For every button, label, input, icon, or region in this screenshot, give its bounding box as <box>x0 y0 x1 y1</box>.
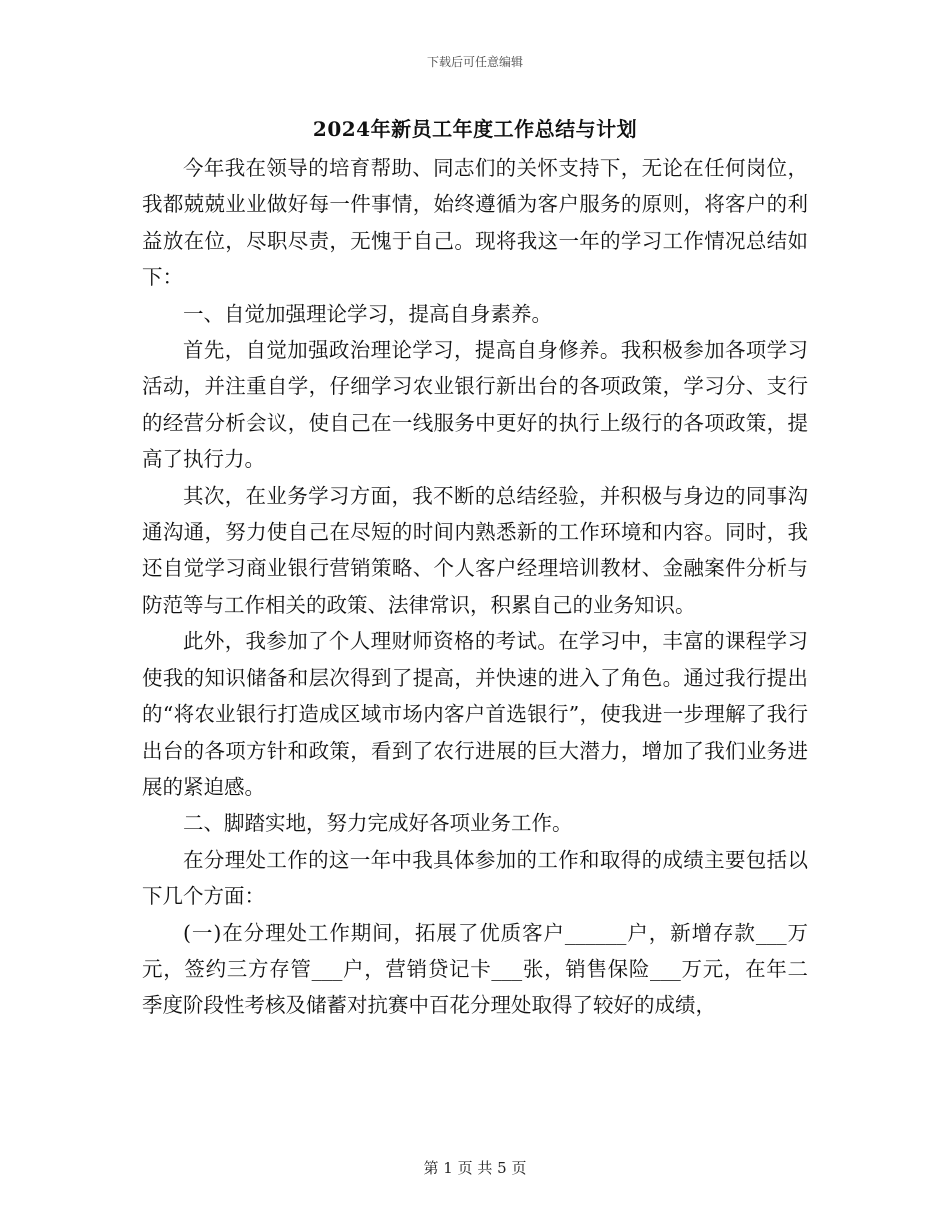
document-title: 2024年新员工年度工作总结与计划 <box>312 117 638 141</box>
page-header-note: 下载后可任意编辑 <box>426 55 523 69</box>
paragraph-second: 其次，在业务学习方面，我不断的总结经验，并积极与身边的同事沟通沟通，努力使自己在尽短的时间内熟悉新的工作环境和内容。同时，我还自觉学习商业银行营销策略、个人客户经理培训教材、金融案件分析与防范等与工作相关的政策、法律常识，积累自己的业务知识。 <box>142 483 808 617</box>
paragraph-work-items-intro: 在分理处工作的这一年中我具体参加的工作和取得的成绩主要包括以下几个方面： <box>142 847 808 909</box>
paragraph-additionally: 此外，我参加了个人理财师资格的考试。在学习中，丰富的课程学习使我的知识储备和层次得到了提高，并快速的进入了角色。通过我行提出的“将农业银行打造成区域市场内客户首选银行”，使我进一步理解了我行出台的各项方针和政策，看到了农行进展的巨大潜力，增加了我们业务进展的紧迫感。 <box>142 629 808 799</box>
document-body <box>142 150 808 1024</box>
section-heading-2: 二、脚踏实地，努力完成好各项业务工作。 <box>183 811 573 836</box>
paragraph-item-1: (一)在分理处工作期间，拓展了优质客户______户，新增存款___万元，签约三方存管___户，营销贷记卡___张，销售保险___万元，在年二季度阶段性考核及储蓄对抗赛中百花分理处取得了较好的成绩， <box>142 920 808 1018</box>
paragraph-intro: 今年我在领导的培育帮助、同志们的关怀支持下，无论在任何岗位，我都兢兢业业做好每一件事情，始终遵循为客户服务的原则，将客户的利益放在位，尽职尽责，无愧于自己。现将我这一年的学习工作情况总结如下： <box>142 156 808 290</box>
section-heading-1: 一、自觉加强理论学习，提高自身素养。 <box>183 301 552 326</box>
paragraph-first: 首先，自觉加强政治理论学习，提高自身修养。我积极参加各项学习活动，并注重自学，仔细学习农业银行新出台的各项政策，学习分、支行的经营分析会议，使自己在一线服务中更好的执行上级行的各项政策，提高了执行力。 <box>142 338 808 472</box>
page-number: 第 1 页 共 5 页 <box>423 1159 527 1177</box>
